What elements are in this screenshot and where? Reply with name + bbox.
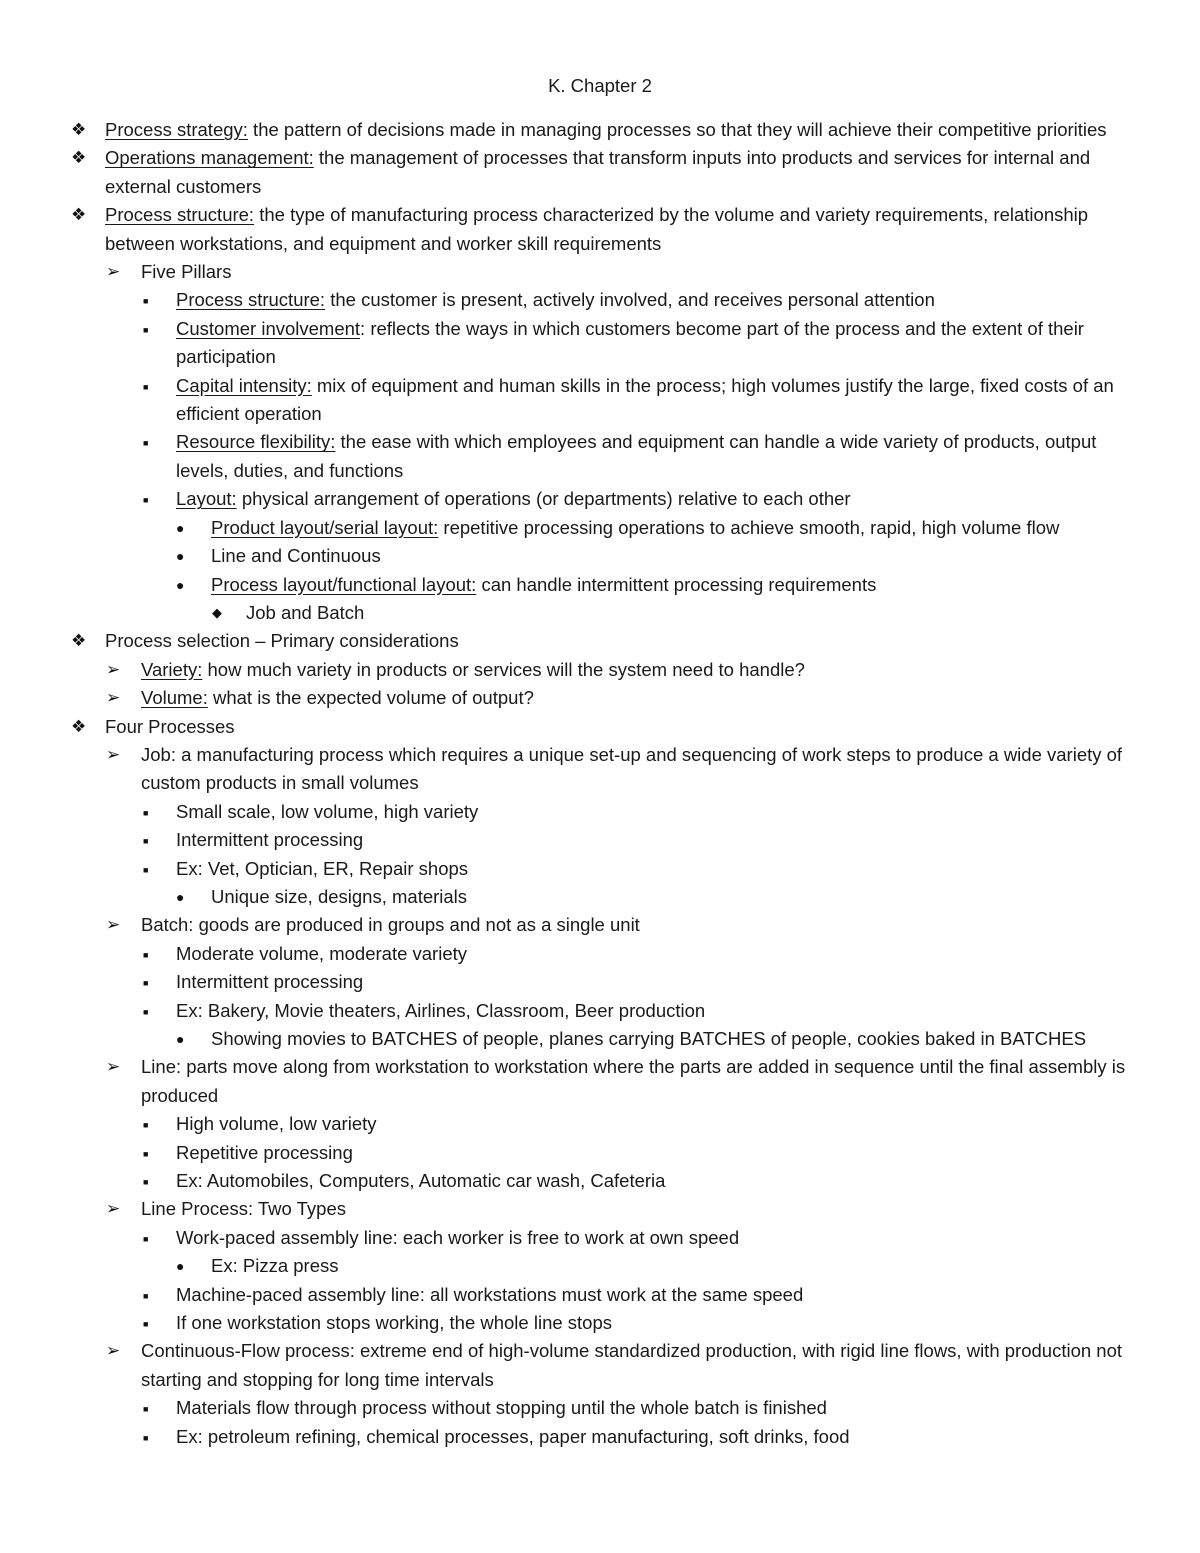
arrow-bullet-icon: ➢ xyxy=(106,915,121,935)
outline-text: Ex: petroleum refining, chemical processes, paper manufacturing, soft drinks, food xyxy=(176,1425,850,1447)
outline-term: Resource flexibility: xyxy=(176,431,336,453)
outline-term: Layout: xyxy=(176,488,237,510)
outline-term: Process structure: xyxy=(105,204,255,226)
outline-term: Variety: xyxy=(141,658,203,680)
square-bullet-icon: ■ xyxy=(143,1319,149,1330)
small-diamond-bullet-icon: ◆ xyxy=(212,604,222,620)
diamond-bullet-icon: ❖ xyxy=(71,205,87,225)
outline-text: : reflects the ways in which customers become part of the process and the extent of their participation xyxy=(176,317,1084,368)
outline-item xyxy=(176,1252,1136,1280)
outline-term: Volume: xyxy=(141,687,208,709)
dot-bullet-icon: ● xyxy=(176,1031,185,1047)
outline-text: Intermittent processing xyxy=(176,971,364,993)
outline-text: Line and Continuous xyxy=(211,545,381,567)
outline-item xyxy=(71,116,1135,144)
outline-term: Capital intensity: xyxy=(176,374,312,396)
outline-item xyxy=(176,883,1136,911)
outline-text: Batch: goods are produced in groups and not as a single unit xyxy=(141,914,640,936)
outline-text: High volume, low variety xyxy=(176,1113,377,1135)
arrow-bullet-icon: ➢ xyxy=(106,688,121,708)
square-bullet-icon: ■ xyxy=(143,949,149,960)
arrow-bullet-icon: ➢ xyxy=(106,1341,121,1361)
outline-item xyxy=(143,286,1134,314)
outline-item xyxy=(143,1110,1134,1138)
outline-item xyxy=(143,1394,1134,1422)
page-title: K. Chapter 2 xyxy=(548,75,652,96)
outline-text: Unique size, designs, materials xyxy=(211,885,468,907)
outline-item xyxy=(176,514,1136,542)
square-bullet-icon: ■ xyxy=(143,1290,149,1301)
outline-item xyxy=(143,968,1134,996)
outline-text: what is the expected volume of output? xyxy=(207,687,534,709)
outline-item xyxy=(71,627,1135,655)
outline-text: Intermittent processing xyxy=(176,829,364,851)
outline-text: Line: parts move along from workstation to workstation where the parts are added in sequence until the final assembly is produced xyxy=(141,1056,1126,1106)
outline-item xyxy=(106,741,1131,798)
outline-item xyxy=(106,258,1131,286)
square-bullet-icon: ■ xyxy=(143,296,149,307)
outline-text: Machine-paced assembly line: all workstations must work at the same speed xyxy=(176,1283,804,1305)
arrow-bullet-icon: ➢ xyxy=(106,1057,121,1077)
outline-item xyxy=(106,656,1131,684)
square-bullet-icon: ■ xyxy=(143,1404,149,1415)
diamond-bullet-icon: ❖ xyxy=(71,148,87,168)
outline-text: Ex: Bakery, Movie theaters, Airlines, Classroom, Beer production xyxy=(176,999,706,1021)
outline-text: Moderate volume, moderate variety xyxy=(176,942,467,964)
outline-text: the pattern of decisions made in managing processes so that they will achieve their competitive priorities xyxy=(247,119,1107,140)
outline-text: Process selection – Primary considerations xyxy=(105,630,459,652)
outline-item xyxy=(143,428,1134,485)
outline-text: can handle intermittent processing requirements xyxy=(476,573,877,595)
outline-text: Small scale, low volume, high variety xyxy=(176,800,479,822)
outline-list xyxy=(0,116,1200,1451)
outline-item xyxy=(71,144,1135,201)
outline-text: mix of equipment and human skills in the process; high volumes justify the large, fixed costs of an efficient operation xyxy=(176,374,1114,425)
outline-text: Four Processes xyxy=(105,715,235,737)
outline-text: Ex: Pizza press xyxy=(211,1255,339,1277)
dot-bullet-icon: ● xyxy=(176,519,185,536)
dot-bullet-icon: ● xyxy=(176,888,185,905)
outline-item xyxy=(106,1053,1131,1110)
outline-text: Job and Batch xyxy=(246,601,365,623)
outline-item xyxy=(71,201,1135,258)
outline-term: Process strategy: xyxy=(105,119,248,140)
outline-text: the ease with which employees and equipment can handle a wide variety of products, output levels, duties, and functions xyxy=(176,431,1097,481)
outline-text: If one workstation stops working, the whole line stops xyxy=(176,1312,613,1334)
outline-item xyxy=(176,542,1136,570)
outline-item xyxy=(71,713,1135,741)
outline-item xyxy=(143,315,1134,372)
outline-item xyxy=(143,1224,1134,1252)
arrow-bullet-icon: ➢ xyxy=(106,744,121,764)
outline-item xyxy=(143,1309,1134,1337)
outline-term: Process layout/functional layout: xyxy=(211,573,477,595)
square-bullet-icon: ■ xyxy=(143,836,149,847)
dot-bullet-icon: ● xyxy=(176,576,185,593)
diamond-bullet-icon: ❖ xyxy=(71,716,87,736)
outline-item xyxy=(143,485,1134,513)
dot-bullet-icon: ● xyxy=(176,548,185,565)
outline-text: Continuous-Flow process: extreme end of high-volume standardized production, with rigid line flows, with production not starting and stopping for long time intervals xyxy=(141,1340,1123,1390)
diamond-bullet-icon: ❖ xyxy=(71,631,87,651)
square-bullet-icon: ■ xyxy=(143,381,149,392)
square-bullet-icon: ■ xyxy=(143,1006,149,1017)
outline-item xyxy=(143,1167,1134,1195)
arrow-bullet-icon: ➢ xyxy=(106,1199,121,1219)
outline-item xyxy=(143,1423,1134,1451)
square-bullet-icon: ■ xyxy=(143,864,149,875)
outline-text: Ex: Vet, Optician, ER, Repair shops xyxy=(176,857,469,879)
outline-term: Product layout/serial layout: xyxy=(211,516,439,538)
outline-item xyxy=(143,372,1134,429)
outline-term: Process structure: xyxy=(176,289,326,311)
outline-item xyxy=(106,684,1131,712)
outline-item xyxy=(106,911,1131,939)
outline-text: the management of processes that transform inputs into products and services for internal and external customers xyxy=(105,147,1091,197)
square-bullet-icon: ■ xyxy=(143,1177,149,1188)
dot-bullet-icon: ● xyxy=(176,1258,185,1275)
square-bullet-icon: ■ xyxy=(143,1120,149,1131)
square-bullet-icon: ■ xyxy=(143,978,149,989)
outline-text: Work-paced assembly line: each worker is free to work at own speed xyxy=(176,1226,740,1248)
outline-item xyxy=(143,855,1134,883)
outline-term: Operations management: xyxy=(105,147,314,169)
outline-item xyxy=(143,940,1134,968)
outline-item xyxy=(176,1025,1136,1053)
outline-text: physical arrangement of operations (or departments) relative to each other xyxy=(236,488,851,510)
outline-text: repetitive processing operations to achieve smooth, rapid, high volume flow xyxy=(438,516,1060,538)
square-bullet-icon: ■ xyxy=(143,438,149,449)
square-bullet-icon: ■ xyxy=(143,1148,149,1159)
outline-item xyxy=(106,1337,1131,1394)
outline-item xyxy=(143,826,1134,854)
square-bullet-icon: ■ xyxy=(143,1233,149,1244)
outline-text: Materials flow through process without stopping until the whole batch is finished xyxy=(176,1397,827,1419)
arrow-bullet-icon: ➢ xyxy=(106,659,121,679)
square-bullet-icon: ■ xyxy=(143,1432,149,1443)
outline-text: the type of manufacturing process characterized by the volume and variety requirements, relationship between workstations, and equipment and worker skill requirements xyxy=(105,204,1089,254)
outline-text: Repetitive processing xyxy=(176,1141,353,1163)
outline-item xyxy=(143,798,1134,826)
outline-text: Five Pillars xyxy=(141,261,232,283)
square-bullet-icon: ■ xyxy=(143,807,149,818)
outline-text: Showing movies to BATCHES of people, planes carrying BATCHES of people, cookies baked in BATCHES xyxy=(211,1028,1087,1049)
outline-item xyxy=(176,571,1136,599)
outline-item xyxy=(212,599,1136,627)
outline-text: Line Process: Two Types xyxy=(141,1198,346,1220)
outline-text: the customer is present, actively involved, and receives personal attention xyxy=(325,289,935,311)
outline-item xyxy=(143,1281,1134,1309)
diamond-bullet-icon: ❖ xyxy=(71,120,87,139)
outline-text: Job: a manufacturing process which requires a unique set-up and sequencing of work steps to produce a wide variety of custom products in small volumes xyxy=(141,743,1123,794)
outline-term: Customer involvement xyxy=(176,317,361,339)
square-bullet-icon: ■ xyxy=(143,324,149,335)
outline-item xyxy=(143,997,1134,1025)
outline-text: how much variety in products or services will the system need to handle? xyxy=(202,658,805,680)
arrow-bullet-icon: ➢ xyxy=(106,262,121,282)
outline-item xyxy=(106,1195,1131,1223)
outline-item xyxy=(143,1139,1134,1167)
outline-text: Ex: Automobiles, Computers, Automatic car wash, Cafeteria xyxy=(176,1170,666,1192)
square-bullet-icon: ■ xyxy=(143,495,149,506)
